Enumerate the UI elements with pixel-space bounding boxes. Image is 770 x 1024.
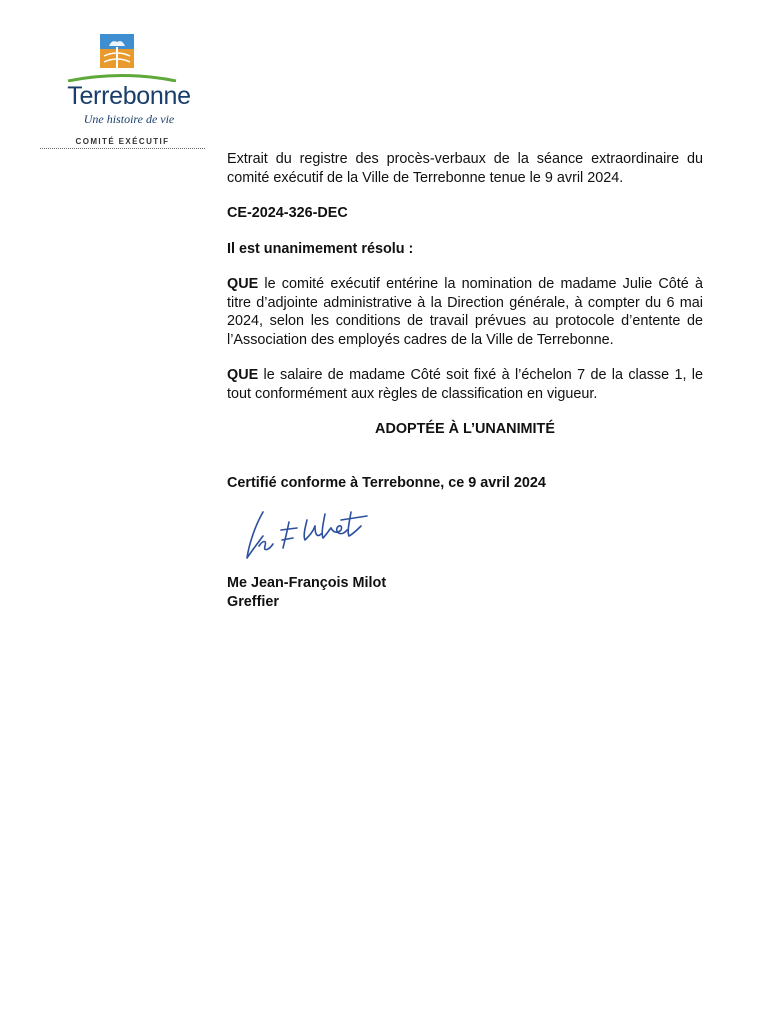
header-divider (40, 148, 205, 149)
terrebonne-emblem-icon (100, 34, 134, 68)
intro-paragraph: Extrait du registre des procès-verbaux de la séance extraordinaire du comité exécutif de la Ville de Terrebonne tenue le 9 avril 2024. (227, 151, 703, 186)
logo-name: Terrebonne (67, 82, 191, 110)
clause-2-text: le salaire de madame Côté soit fixé à l’échelon 7 de la classe 1, le tout conformément aux règles de classification en vigueur. (227, 367, 703, 402)
handwritten-signature (235, 506, 375, 566)
signatory-name: Me Jean-François Milot (227, 575, 387, 591)
clause-2 (227, 366, 703, 403)
signatory-title: Greffier (227, 593, 279, 610)
resolution-body (227, 150, 703, 611)
logo-tagline: Une histoire de vie (83, 112, 175, 126)
clause-1 (227, 275, 703, 349)
department-label: COMITÉ EXÉCUTIF (75, 137, 170, 146)
clause-1-text: le comité exécutif entérine la nomination de madame Julie Côté à titre d’adjointe administrative à la Direction générale, à compter du 6 mai 2024, selon les conditions de travail prévues au protocole d’entente de l’Association des employés cadres de la Ville de Terrebonne. (227, 276, 703, 348)
certification-line: Certifié conforme à Terrebonne, ce 9 avril 2024 (227, 474, 546, 491)
resolution-reference: CE-2024-326-DEC (227, 205, 348, 221)
adoption-statement: ADOPTÉE À L’UNANIMITÉ (375, 421, 555, 437)
resolved-heading: Il est unanimement résolu : (227, 240, 414, 257)
clause-1-keyword: QUE (227, 276, 259, 292)
clause-2-keyword: QUE (227, 367, 259, 383)
logo-horizon-arc (66, 72, 178, 82)
